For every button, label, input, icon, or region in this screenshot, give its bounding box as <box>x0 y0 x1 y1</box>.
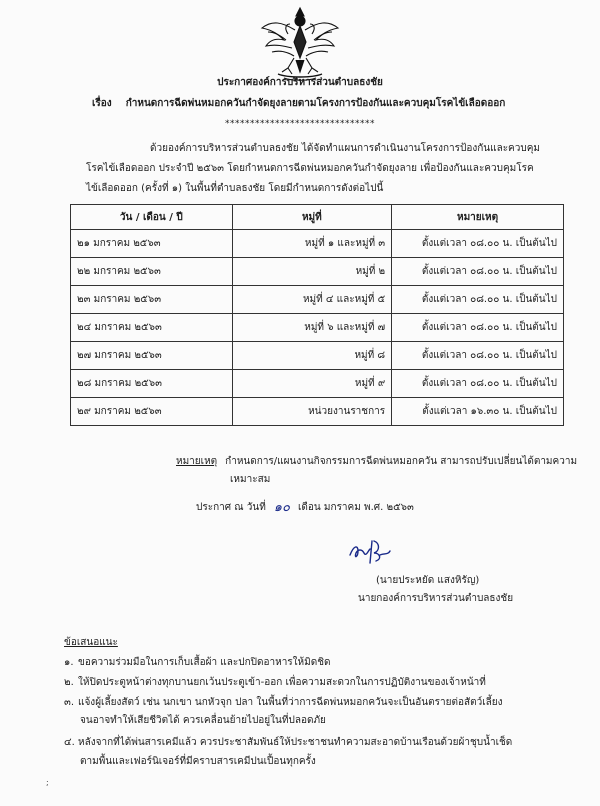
announcement-title: ประกาศองค์การบริหารส่วนตำบลธงชัย <box>217 77 383 88</box>
suggestion-item <box>64 656 331 670</box>
cell-village: หมู่ที่ ๘ <box>232 342 392 370</box>
handwritten-day: ๑๐ <box>273 500 290 515</box>
body-paragraph-line: ไข้เลือดออก (ครั้งที่ ๑) ในพื้นที่ตำบลธงชัย โดยมีกำหนดการดังต่อไปนี้ <box>86 183 384 194</box>
table-row <box>71 314 564 342</box>
cell-note: ตั้งแต่เวลา ๑๖.๓๐ น. เป็นต้นไป <box>392 398 564 426</box>
table-row <box>71 342 564 370</box>
table-row <box>71 370 564 398</box>
cell-note: ตั้งแต่เวลา ๐๘.๐๐ น. เป็นต้นไป <box>392 370 564 398</box>
star-separator: ****************************** <box>225 119 375 129</box>
signatory-name: (นายประหยัด แสงหิรัญ) <box>376 575 480 586</box>
suggestions-title: ข้อเสนอแนะ <box>64 637 118 648</box>
cell-note: ตั้งแต่เวลา ๐๘.๐๐ น. เป็นต้นไป <box>392 314 564 342</box>
cell-date: ๒๙ มกราคม ๒๕๖๓ <box>71 398 233 426</box>
suggestion-item <box>64 736 512 750</box>
suggestion-item <box>64 696 503 710</box>
suggestion-number: ๒. <box>64 677 74 688</box>
table-row <box>71 258 564 286</box>
cell-note: ตั้งแต่เวลา ๐๘.๐๐ น. เป็นต้นไป <box>392 230 564 258</box>
remark-text: กำหนดการ/แผนงานกิจกรรมการฉีดพ่นหมอกควัน สามารถปรับเปลี่ยนได้ตามความ <box>225 456 578 467</box>
signatory-position: นายกองค์การบริหารส่วนตำบลธงชัย <box>358 593 514 604</box>
schedule-table <box>70 204 564 426</box>
garuda-emblem <box>258 2 342 82</box>
subject-text: กำหนดการฉีดพ่นหมอกควันกำจัดยุงลายตามโครงการป้องกันและควบคุมโรคไข้เลือดออก <box>125 98 506 109</box>
cell-date: ๒๑ มกราคม ๒๕๖๓ <box>71 230 233 258</box>
subject-label: เรื่อง <box>92 98 112 109</box>
cell-village: หมู่ที่ ๖ และหมู่ที่ ๗ <box>232 314 392 342</box>
cell-date: ๒๔ มกราคม ๒๕๖๓ <box>71 314 233 342</box>
suggestion-continuation: ตามพื้นและเฟอร์นิเจอร์ที่มีคราบสารเคมีปนเปื้อนทุกครั้ง <box>80 756 316 767</box>
remark <box>176 455 577 469</box>
announcement-date <box>196 500 414 515</box>
signature <box>346 537 396 565</box>
announce-prefix: ประกาศ ณ วันที่ <box>196 502 266 513</box>
suggestion-text: แจ้งผู้เลี้ยงสัตว์ เช่น นกเขา นกหัวจุก ปลา ในพื้นที่ว่าการฉีดพ่นหมอกควันจะเป็นอันตรายต่อสัตว์เลี้ยง <box>78 697 503 708</box>
table-row <box>71 286 564 314</box>
subject-line <box>92 97 505 111</box>
cell-date: ๒๓ มกราคม ๒๕๖๓ <box>71 286 233 314</box>
cell-note: ตั้งแต่เวลา ๐๘.๐๐ น. เป็นต้นไป <box>392 342 564 370</box>
cell-village: หมู่ที่ ๑ และหมู่ที่ ๓ <box>232 230 392 258</box>
announce-suffix: เดือน มกราคม พ.ศ. ๒๕๖๓ <box>297 502 414 513</box>
header-date: วัน / เดือน / ปี <box>71 205 233 230</box>
body-paragraph-line: โรคไข้เลือดออก ประจำปี ๒๕๖๓ โดยกำหนดการฉีดพ่นหมอกควันกำจัดยุงลาย เพื่อป้องกันและควบคุมโรค <box>86 163 534 174</box>
suggestion-text: ขอความร่วมมือในการเก็บเสื้อผ้า และปกปิดอาหารให้มิดชิด <box>78 657 331 668</box>
remark-label: หมายเหตุ <box>176 456 218 467</box>
cell-date: ๒๒ มกราคม ๒๕๖๓ <box>71 258 233 286</box>
suggestion-continuation: จนอาจทำให้เสียชีวิตได้ ควรเคลื่อนย้ายไปอยู่ในที่ปลอดภัย <box>80 715 326 726</box>
suggestion-number: ๔. <box>64 737 75 748</box>
cell-note: ตั้งแต่เวลา ๐๘.๐๐ น. เป็นต้นไป <box>392 258 564 286</box>
table-row <box>71 230 564 258</box>
remark-continuation: เหมาะสม <box>230 474 271 485</box>
suggestion-number: ๓. <box>64 697 75 708</box>
body-paragraph-line: ด้วยองค์การบริหารส่วนตำบลธงชัย ได้จัดทำแผนการดำเนินงานโครงการป้องกันและควบคุม <box>150 143 540 154</box>
cell-village: หมู่ที่ ๔ และหมู่ที่ ๕ <box>232 286 392 314</box>
cell-village: หมู่ที่ ๒ <box>232 258 392 286</box>
header-village: หมู่ที่ <box>232 205 392 230</box>
cell-date: ๒๗ มกราคม ๒๕๖๓ <box>71 342 233 370</box>
margin-mark: ; <box>46 778 49 787</box>
table-row <box>71 398 564 426</box>
cell-village: หน่วยงานราชการ <box>232 398 392 426</box>
suggestion-item <box>64 676 486 690</box>
suggestion-number: ๑. <box>64 657 74 668</box>
cell-note: ตั้งแต่เวลา ๐๘.๐๐ น. เป็นต้นไป <box>392 286 564 314</box>
header-note: หมายเหตุ <box>392 205 564 230</box>
suggestion-text: ให้ปิดประตูหน้าต่างทุกบานยกเว้นประตูเข้า-ออก เพื่อความสะดวกในการปฏิบัติงานของเจ้าหน้าที่ <box>78 677 486 688</box>
suggestion-text: หลังจากที่ได้พ่นสารเคมีแล้ว ควรประชาสัมพันธ์ให้ประชาชนทำความสะอาดบ้านเรือนด้วยผ้าชุบน้ำเช็ด <box>78 737 513 748</box>
table-header-row <box>71 205 564 230</box>
cell-date: ๒๘ มกราคม ๒๕๖๓ <box>71 370 233 398</box>
cell-village: หมู่ที่ ๙ <box>232 370 392 398</box>
